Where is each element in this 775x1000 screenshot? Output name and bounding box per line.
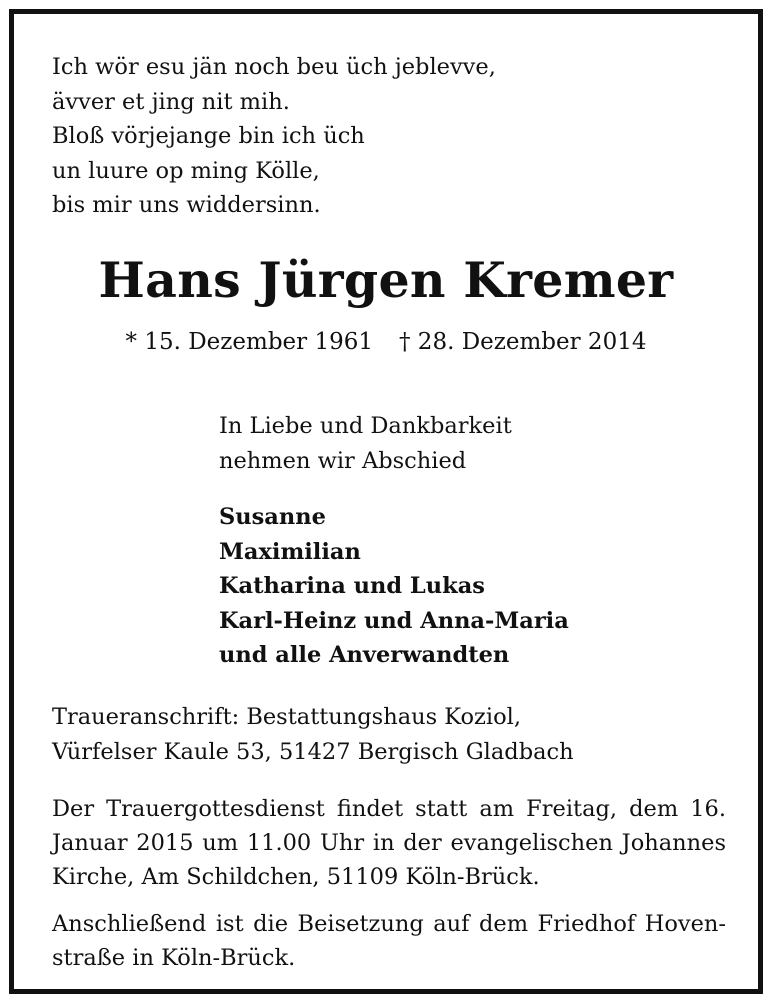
mourner-name: Susanne [219,504,326,530]
birth-date: * 15. Dezember 1961 [125,329,373,355]
poem-line: Bloß vörjejange bin ich üch [52,123,365,149]
service-line: Der Trauergottesdienst findet statt am Freitag, dem 16. [52,796,726,822]
notice-frame [9,9,763,994]
address-line: Traueranschrift: Bestattungshaus Koziol, [52,704,521,730]
farewell-text [219,409,512,479]
mourners-list [219,500,569,673]
poem-line: Ich wör esu jän noch beu üch jeblevve, [52,54,496,80]
mourner-name: Katharina und Lukas [219,573,485,600]
poem-line: ävver et jing nit mih. [52,88,290,115]
farewell-line: In Liebe und Dankbarkeit [219,413,512,439]
burial-info [52,907,726,975]
poem-line: bis mir uns widdersinn. [52,192,321,218]
burial-line: Anschließend ist die Beisetzung auf dem Friedhof Hoven- [52,911,726,937]
service-info [52,792,726,894]
poem-line: un luure op ming Kölle, [52,157,320,184]
mourner-name: Karl-Heinz und Anna-Maria [219,607,569,634]
mourner-name: Maximilian [219,538,361,565]
life-dates [14,329,758,355]
death-date: † 28. Dezember 2014 [399,329,647,355]
mourner-name: und alle Anverwandten [219,642,510,669]
deceased-name: Hans Jürgen Kremer [98,251,674,309]
service-line: Kirche, Am Schildchen, 51109 Köln-Brück. [52,864,540,890]
poem [52,50,496,223]
service-line: Januar 2015 um 11.00 Uhr in der evangelischen Johannes [52,830,726,856]
burial-line: straße in Köln-Brück. [52,945,296,971]
mourning-address [52,700,574,769]
farewell-line: nehmen wir Abschied [219,448,467,474]
address-line: Vürfelser Kaule 53, 51427 Bergisch Gladbach [52,738,574,765]
